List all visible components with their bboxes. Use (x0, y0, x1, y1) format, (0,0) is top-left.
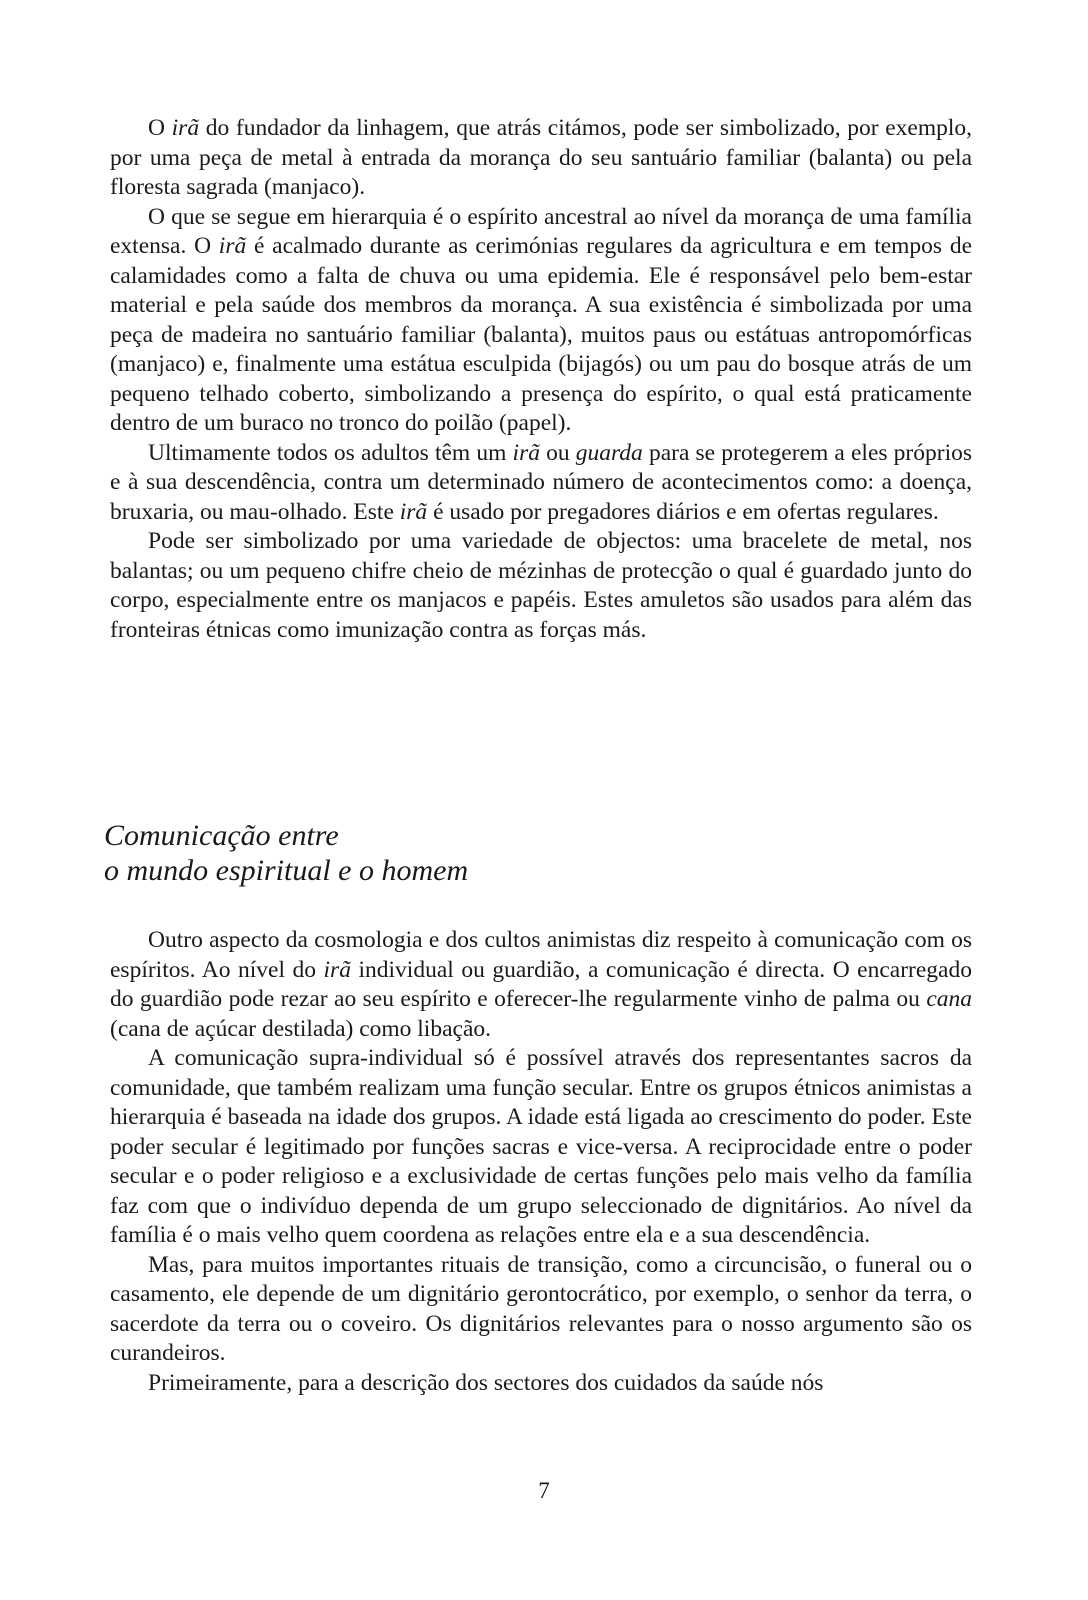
italic-term: irã (399, 498, 428, 525)
text-run: para se protegerem a eles próprios e à sua descendência, contra um determinado número de acontecimentos como: a doença, bruxaria, ou mau-olhado. Este (110, 439, 972, 525)
text-run: Ultimamente todos os adultos têm um (148, 439, 513, 466)
bottom-text-block (110, 926, 972, 1398)
paragraph (110, 926, 972, 1044)
italic-term: irã (323, 956, 351, 983)
text-run: Mas, para muitos importantes rituais de transição, como a circuncisão, o funeral ou o casamento, ele depende de um dignitário gerontocrático, por exemplo, o senhor da terra, o sacerdote da terra ou o coveiro. Os dignitários relevantes para o nosso argumento são os curandeiros. (110, 1251, 972, 1366)
section-heading-line-2: o mundo espiritual e o homem (104, 854, 469, 887)
italic-term: cana (926, 986, 972, 1012)
text-run: O (148, 115, 172, 141)
paragraph (110, 1369, 972, 1399)
text-run: do fundador da linhagem, que atrás citámos, pode ser simbolizado, por exemplo, por uma peça de metal à entrada da morança do seu santuário familiar (balanta) ou pela floresta sagrada (manjaco). (110, 115, 972, 200)
text-run: O que se segue em hierarquia é o espírito ancestral ao nível da morança de uma família extensa. O (110, 203, 972, 259)
section-heading (104, 818, 704, 888)
italic-term: irã (171, 115, 200, 141)
page-number: 7 (538, 1478, 550, 1503)
paragraph (110, 1044, 972, 1251)
paragraph (110, 114, 972, 203)
text-run: é usado por pregadores diários e em ofertas regulares. (427, 498, 939, 525)
paragraph (110, 439, 972, 528)
text-run: Pode ser simbolizado por uma variedade de objectos: uma bracelete de metal, nos balantas; ou um pequeno chifre cheio de mézinhas de protecção o qual é guardado junto do corpo, especialmente entre os manjacos e papéis. Estes amuletos são usados para além das fronteiras étnicas como imunização contra as forças más. (110, 528, 972, 643)
italic-term: irã (512, 439, 540, 466)
text-run: Outro aspecto da cosmologia e dos cultos animistas diz respeito à comunicação com os espíritos. Ao nível do (110, 927, 972, 983)
text-run: ou (539, 439, 576, 466)
text-run: Primeiramente, para a descrição dos sectores dos cuidados da saúde nós (148, 1369, 824, 1396)
paragraph (110, 527, 972, 645)
text-run: individual ou guardião, a comunicação é directa. O encarregado do guardião pode rezar ao seu espírito e oferecer-lhe regularmente vinho de palma ou (110, 956, 972, 1012)
text-run: (cana de açúcar destilada) como libação. (110, 1015, 492, 1042)
text-run: A comunicação supra-individual só é possível através dos representantes sacros da comunidade, que também realizam uma função secular. Entre os grupos étnicos animistas a hierarquia é baseada na idade dos grupos. A idade está ligada ao crescimento do poder. Este poder secular é legitimado por funções sacras e vice-versa. A reciprocidade entre o poder secular e o poder religioso e a exclusividade de certas funções pelo mais velho da família faz com que o indivíduo dependa de um grupo seleccionado de dignitários. Ao nível da família é o mais velho quem coordena as relações entre ela e a sua descendência. (110, 1045, 972, 1248)
top-text-block (110, 114, 972, 645)
paragraph (110, 203, 972, 439)
paragraph (110, 1251, 972, 1369)
text-run: é acalmado durante as cerimónias regulares da agricultura e em tempos de calamidades como a falta de chuva ou uma epidemia. Ele é responsável pelo bem-estar material e pela saúde dos membros da morança. A sua existência é simbolizada por uma peça de madeira no santuário familiar (balanta), muitos paus ou estátuas antropomórficas (manjaco) e, finalmente uma estátua esculpida (bijagós) ou um pau do bosque atrás de um pequeno telhado coberto, simbolizando a presença do espírito, o qual está praticamente dentro de um buraco no tronco do poilão (papel). (110, 233, 972, 436)
section-heading-line-1: Comunicação entre (104, 819, 339, 852)
italic-term: irã (218, 233, 247, 259)
italic-term: guarda (575, 439, 643, 466)
